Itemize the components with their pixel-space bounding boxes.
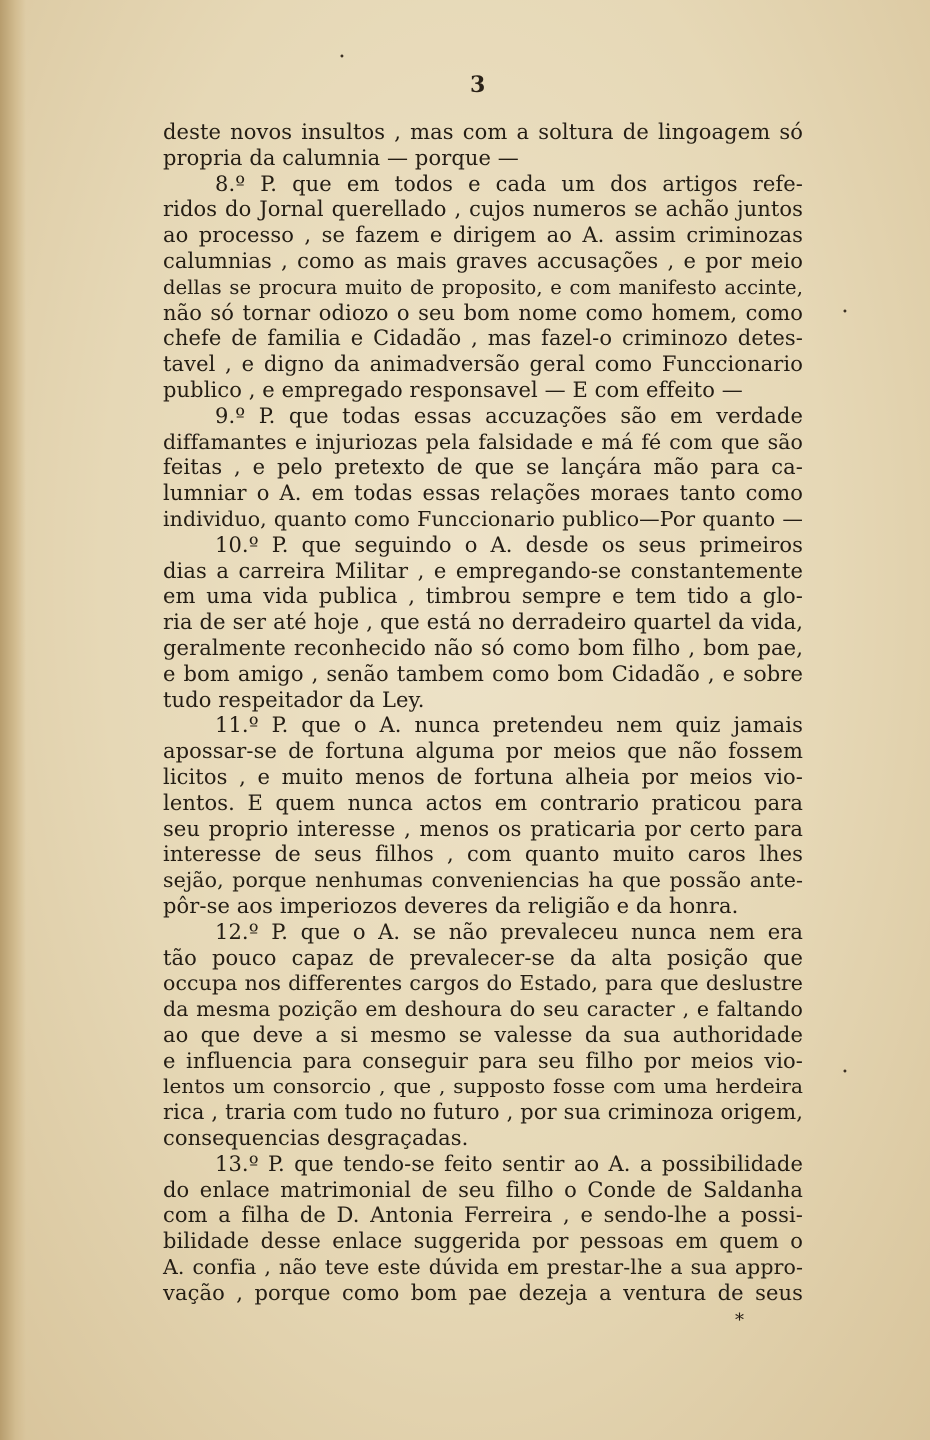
text-line: tavel , e digno da animadversão geral como Funccionario — [163, 352, 803, 377]
text-line: 9.º P. que todas essas accuzações são em verdade — [215, 403, 803, 428]
text-line: 10.º P. que seguindo o A. desde os seus primeiros — [215, 532, 803, 557]
text-line: do enlace matrimonial de seu filho o Conde de Saldanha — [163, 1177, 803, 1202]
text-line: ao que deve a si mesmo se valesse da sua authoridade — [163, 1022, 803, 1047]
text-line: 11.º P. que o A. nunca pretendeu nem quiz jamais — [215, 713, 803, 738]
text-line: geralmente reconhecido não só como bom filho , bom pae, — [163, 635, 803, 660]
text-line: licitos , e muito menos de fortuna alheia por meios vio- — [163, 764, 803, 789]
text-line: seu proprio interesse , menos os praticaria por certo para — [163, 816, 803, 841]
text-line: individuo, quanto como Funccionario publico—Por quanto — — [163, 506, 803, 531]
body-text — [163, 120, 803, 1307]
text-line: 8.º P. que em todos e cada um dos artigos refe- — [215, 171, 803, 196]
text-line: da mesma pozição em deshoura do seu caracter , e faltando — [163, 997, 803, 1022]
text-line: lumniar o A. em todas essas relações moraes tanto como — [163, 481, 803, 506]
text-line: 13.º P. que tendo-se feito sentir ao A. a possibilidade — [215, 1151, 803, 1176]
text-line: pôr-se aos imperiozos deveres da religião e da honra. — [163, 893, 739, 918]
text-line: e bom amigo , senão tambem como bom Cidadão , e sobre — [163, 661, 803, 686]
text-line: deste novos insultos , mas com a soltura de lingoagem só — [163, 120, 803, 144]
text-line: propria da calumnia — porque — — [163, 145, 519, 170]
text-line: diffamantes e injuriozas pela falsidade e má fé com que são — [163, 429, 803, 454]
text-line: vação , porque como bom pae dezeja a ventura de seus — [163, 1280, 803, 1305]
text-line: 12.º P. que o A. se não prevaleceu nunca nem era — [215, 919, 803, 944]
ink-speck: • — [842, 1067, 848, 1078]
text-line: lentos um consorcio , que , supposto fosse com uma herdeira — [163, 1074, 803, 1099]
text-line: ria de ser até hoje , que está no derradeiro quartel da vida, — [163, 610, 803, 635]
text-line: calumnias , como as mais graves accusações , e por meio — [163, 248, 803, 273]
text-line: sejão, porque nenhumas conveniencias ha que possão ante- — [163, 868, 803, 893]
text-line: tudo respeitador da Ley. — [163, 687, 425, 712]
text-line: e influencia para conseguir para seu filho por meios vio- — [163, 1048, 803, 1073]
text-line: com a filha de D. Antonia Ferreira , e sendo-lhe a possi- — [163, 1203, 803, 1228]
ink-speck: • — [339, 52, 345, 63]
text-line: rica , traria com tudo no futuro , por sua criminoza origem, — [163, 1100, 803, 1125]
text-line: ridos do Jornal querellado , cujos numeros se achão juntos — [163, 197, 803, 222]
text-line: dias a carreira Militar , e empregando-se constantemente — [163, 558, 803, 583]
text-line: lentos. E quem nunca actos em contrario praticou para — [163, 790, 803, 815]
text-line: feitas , e pelo pretexto de que se lançára mão para ca- — [163, 455, 803, 480]
text-line: chefe de familia e Cidadão , mas fazel-o criminozo detes- — [163, 326, 803, 351]
page-gutter-shadow — [0, 0, 26, 1440]
page-number: 3 — [470, 72, 486, 98]
text-line: bilidade desse enlace suggerida por pessoas em quem o — [163, 1229, 803, 1254]
text-line: publico , e empregado responsavel — E com effeito — — [163, 377, 743, 402]
text-line: dellas se procura muito de proposito, e com manifesto accinte, — [163, 275, 803, 299]
text-line: interesse de seus filhos , com quanto muito caros lhes — [163, 842, 803, 867]
text-line: occupa nos differentes cargos do Estado, para que deslustre — [163, 971, 803, 996]
text-line: apossar-se de fortuna alguma por meios que não fossem — [163, 739, 803, 764]
signature-mark: * — [735, 1310, 744, 1331]
text-line: não só tornar odiozo o seu bom nome como homem, como — [163, 300, 803, 325]
text-line: tão pouco capaz de prevalecer-se da alta posição que — [163, 945, 803, 970]
ink-speck: • — [842, 307, 848, 318]
text-line: ao processo , se fazem e dirigem ao A. assim criminozas — [163, 223, 803, 248]
text-line: A. confia , não teve este dúvida em prestar-lhe a sua appro- — [163, 1255, 803, 1280]
text-line: consequencias desgraçadas. — [163, 1126, 469, 1151]
text-line: em uma vida publica , timbrou sempre e tem tido a glo- — [163, 584, 803, 609]
